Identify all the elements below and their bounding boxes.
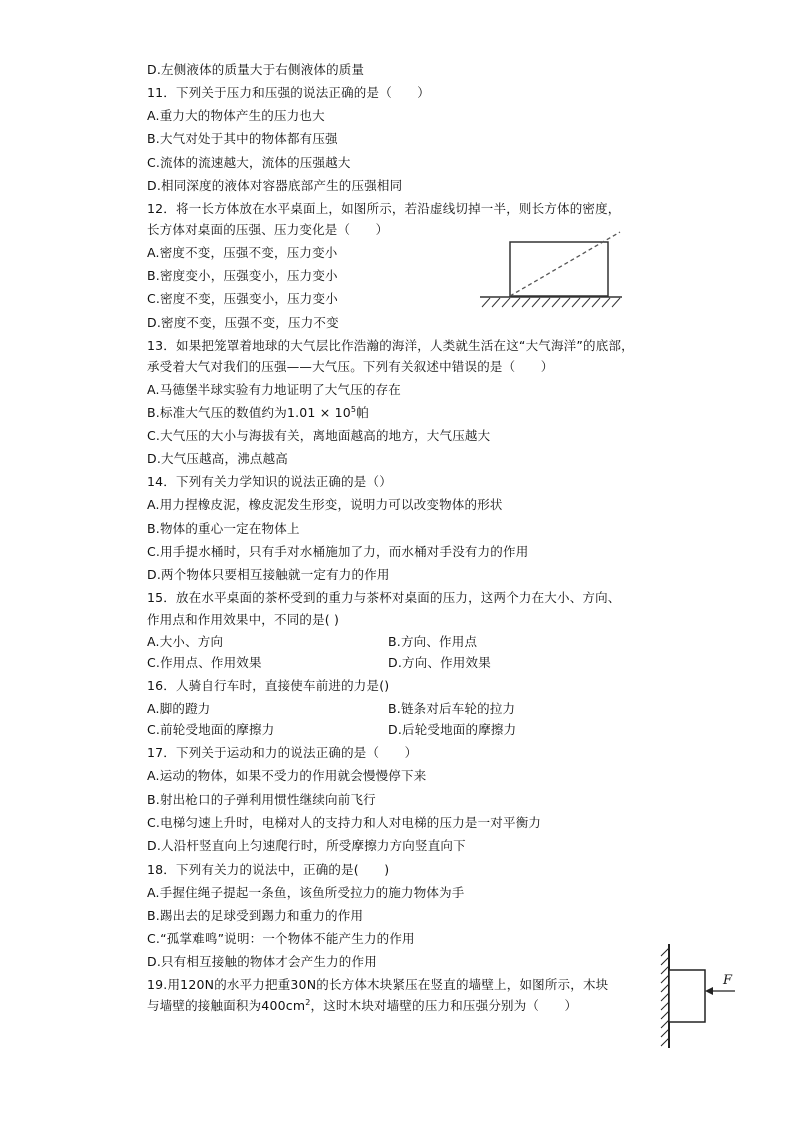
- q11-option-c: C.流体的流速越大，流体的压强越大: [147, 155, 351, 170]
- table-hatching: [482, 298, 620, 307]
- q12-option-d: D.密度不变，压强不变，压力不变: [147, 315, 339, 330]
- wall-hatching: [661, 948, 669, 1046]
- q19-stem-line2: [147, 998, 577, 1014]
- q15-stem-line1: 15．放在水平桌面的茶杯受到的重力与茶杯对桌面的压力，这两个力在大小、方向、: [147, 590, 621, 605]
- q11-option-d: D.相同深度的液体对容器底部产生的压强相同: [147, 178, 403, 193]
- q12-option-b: B.密度变小，压强变小，压力变小: [147, 268, 338, 283]
- q12-box-figure: [474, 228, 624, 312]
- q12-stem-line2: 长方体对桌面的压强、压力变化是（ ）: [147, 222, 389, 237]
- q18-option-b: B.踢出去的足球受到踢力和重力的作用: [147, 908, 364, 923]
- q13-option-b-unit: 帕: [356, 405, 369, 420]
- q13-option-c: C.大气压的大小与海拔有关，离地面越高的地方，大气压越大: [147, 428, 491, 443]
- q19-stem-line2-end: ，这时木块对墙壁的压力和压强分别为（ ）: [310, 998, 578, 1013]
- q14-option-c: C.用手提水桶时，只有手对水桶施加了力，而水桶对手没有力的作用: [147, 544, 529, 559]
- q17-option-b: B.射出枪口的子弹利用惯性继续向前飞行: [147, 792, 376, 807]
- force-label: F: [723, 973, 733, 988]
- q15-option-a: A.大小、方向: [147, 634, 224, 649]
- q15-option-b: B.方向、作用点: [388, 634, 478, 649]
- q16-option-a: A.脚的蹬力: [147, 701, 211, 716]
- q11-option-b: B.大气对处于其中的物体都有压强: [147, 131, 338, 146]
- q12-stem-line1: 12．将一长方体放在水平桌面上，如图所示，若沿虚线切掉一半，则长方体的密度，: [147, 201, 621, 216]
- q14-stem: 14．下列有关力学知识的说法正确的是（）: [147, 474, 392, 489]
- q14-option-d: D.两个物体只要相互接触就一定有力的作用: [147, 567, 390, 582]
- q13-option-d: D.大气压越高，沸点越高: [147, 451, 288, 466]
- force-arrow-head: [705, 987, 713, 995]
- q16-option-b: B.链条对后车轮的拉力: [388, 701, 516, 716]
- q13-option-b-text: B.标准大气压的数值约为1.01 × 10: [147, 405, 351, 420]
- q14-option-b: B.物体的重心一定在物体上: [147, 521, 300, 536]
- q19-wall-figure: [655, 940, 750, 1052]
- q16-stem: 16．人骑自行车时，直接使车前进的力是(): [147, 678, 390, 693]
- q13-stem-line1: 13．如果把笼罩着地球的大气层比作浩瀚的海洋，人类就生活在这“大气海洋”的底部，: [147, 338, 634, 353]
- q15-option-d: D.方向、作用效果: [388, 655, 491, 670]
- q13-option-b-exponent: 5: [350, 404, 357, 414]
- q14-option-a: A.用力捏橡皮泥，橡皮泥发生形变，说明力可以改变物体的形状: [147, 497, 503, 512]
- q17-option-d: D.人沿杆竖直向上匀速爬行时，所受摩擦力方向竖直向下: [147, 838, 466, 853]
- wood-block: [669, 970, 705, 1022]
- q16-option-d: D.后轮受地面的摩擦力: [388, 722, 517, 737]
- q12-option-c: C.密度不变，压强变小，压力变小: [147, 291, 338, 306]
- q17-option-a: A.运动的物体，如果不受力的作用就会慢慢停下来: [147, 768, 427, 783]
- q13-option-b: [147, 405, 369, 421]
- q18-option-d: D.只有相互接触的物体才会产生力的作用: [147, 954, 377, 969]
- q11-option-a: A.重力大的物体产生的压力也大: [147, 108, 325, 123]
- q19-stem-line2-text: 与墙壁的接触面积为400cm: [147, 998, 306, 1013]
- q17-stem: 17．下列关于运动和力的说法正确的是（ ）: [147, 745, 418, 760]
- q18-option-c: C.“孤掌难鸣”说明：一个物体不能产生力的作用: [147, 931, 415, 946]
- q13-stem-line2: 承受着大气对我们的压强——大气压。下列有关叙述中错误的是（ ）: [147, 359, 554, 374]
- q15-option-c: C.作用点、作用效果: [147, 655, 262, 670]
- q17-option-c: C.电梯匀速上升时，电梯对人的支持力和人对电梯的压力是一对平衡力: [147, 815, 542, 830]
- q16-option-c: C.前轮受地面的摩擦力: [147, 722, 275, 737]
- q12-option-a: A.密度不变，压强不变，压力变小: [147, 245, 338, 260]
- q19-stem-line1: 19.用120N的水平力把重30N的长方体木块紧压在竖直的墙壁上，如图所示，木块: [147, 977, 609, 992]
- q11-stem: 11．下列关于压力和压强的说法正确的是（ ）: [147, 85, 431, 100]
- q18-stem: 18．下列有关力的说法中，正确的是( ): [147, 862, 390, 877]
- q10-option-d: D.左侧液体的质量大于右侧液体的质量: [147, 62, 365, 77]
- q18-option-a: A.手握住绳子提起一条鱼，该鱼所受拉力的施力物体为手: [147, 885, 465, 900]
- q13-option-a: A.马德堡半球实验有力地证明了大气压的存在: [147, 382, 402, 397]
- q15-stem-line2: 作用点和作用效果中，不同的是( ): [147, 612, 340, 627]
- q19-area-exponent: 2: [305, 997, 311, 1007]
